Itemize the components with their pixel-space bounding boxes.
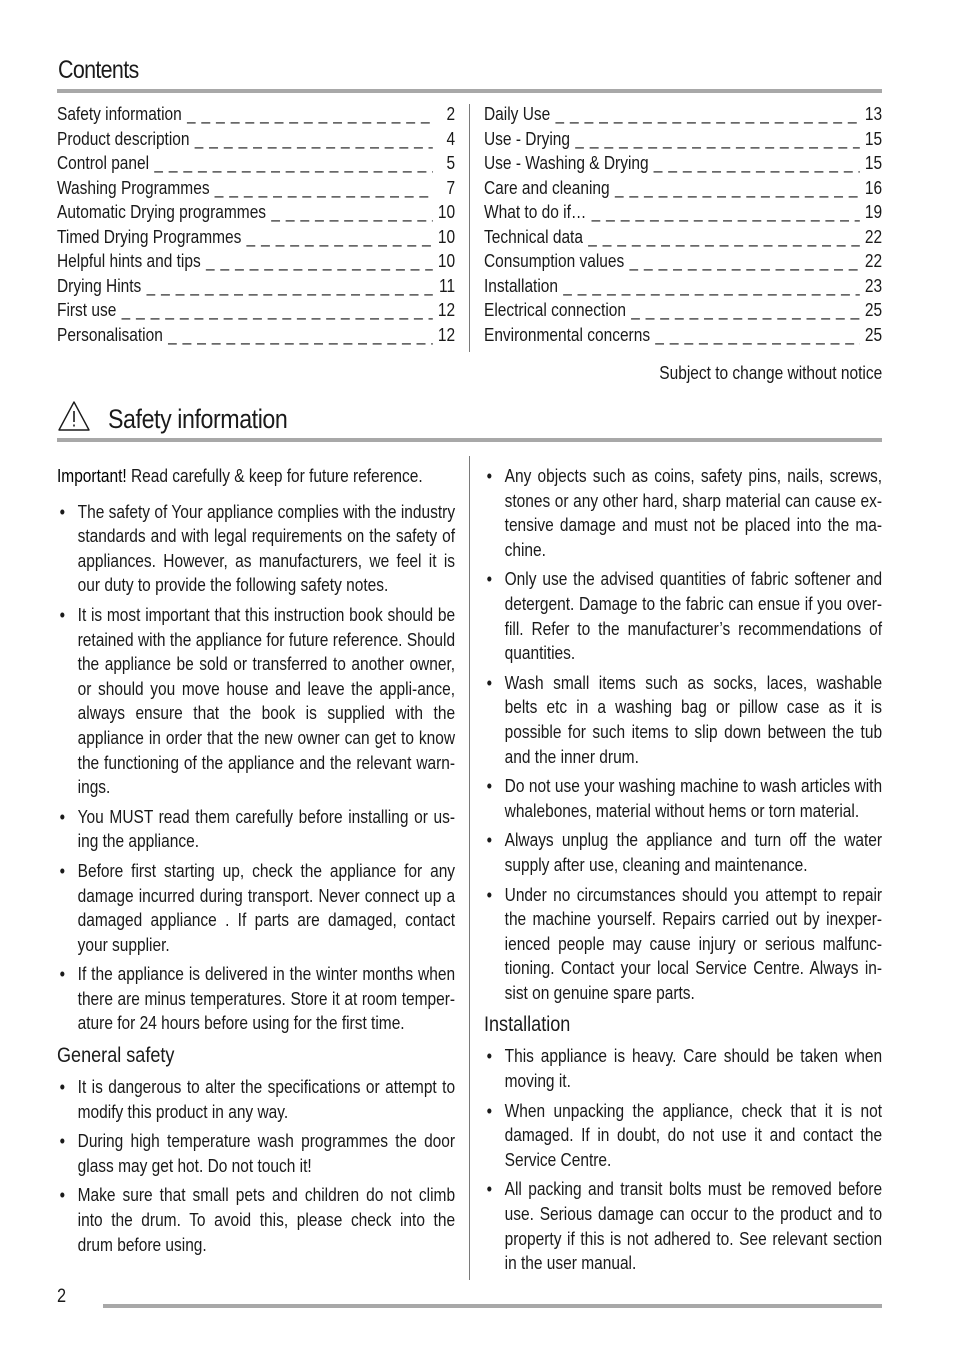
- toc-entry-page: 4: [446, 128, 456, 149]
- toc-entry-label: What to do if…: [484, 202, 587, 222]
- warning-triangle-icon: [57, 400, 91, 432]
- safety-bullet-item: • Before first starting up, check the appliance for any damage incurred during transport. Never connect up a damaged appliance . If parts are damaged, contact your supplier.: [57, 859, 455, 957]
- safety-bullet-item: • You MUST read them carefully before installing or us-ing the appliance.: [57, 805, 455, 854]
- toc-entry-label: Technical data: [484, 226, 583, 247]
- toc-entry[interactable]: [484, 202, 882, 227]
- toc-entry[interactable]: [484, 104, 882, 129]
- toc-entry-label: Safety information: [57, 104, 182, 124]
- toc-leader: [215, 178, 433, 199]
- toc-entry-page: 10: [437, 251, 456, 271]
- toc-entry-label: Use - Drying: [484, 128, 571, 149]
- toc-entry[interactable]: [484, 276, 882, 301]
- safety-rule: [57, 438, 882, 442]
- toc-entry-page: 13: [864, 104, 883, 124]
- toc-leader: [615, 178, 860, 199]
- toc-entry-label: Daily Use: [484, 104, 551, 124]
- toc-entry-label: Care and cleaning: [484, 177, 610, 198]
- toc-entry-page: 23: [864, 275, 883, 296]
- toc-entry-page: 22: [864, 251, 883, 271]
- toc-entry[interactable]: [57, 251, 455, 276]
- toc-entry-label: Environmental concerns: [484, 324, 651, 345]
- toc-leader: [206, 251, 433, 272]
- toc-entry[interactable]: [57, 202, 455, 227]
- toc-entry-page: 22: [864, 226, 883, 247]
- contents-heading: Contents: [58, 56, 139, 84]
- safety-bullet-item: • If the appliance is delivered in the winter months when there are minus temperatures. Store it at room temper-ature for 24 hours before using for the first time.: [57, 962, 455, 1036]
- footer-rule: [103, 1304, 882, 1308]
- toc-entry-label: Helpful hints and tips: [57, 251, 201, 271]
- toc-leader: [655, 325, 859, 346]
- toc-entry-page: 12: [437, 300, 456, 320]
- safety-right-column: [484, 464, 882, 1281]
- toc-leader: [588, 227, 860, 248]
- toc-entry[interactable]: [484, 153, 882, 178]
- toc-entry-label: Product description: [57, 128, 190, 149]
- toc-entry-page: 11: [438, 275, 456, 296]
- toc-entry[interactable]: [484, 129, 882, 154]
- toc-leader: [247, 227, 433, 248]
- toc-leader: [575, 129, 859, 150]
- contents-rule: [57, 89, 882, 93]
- toc-entry[interactable]: [484, 178, 882, 203]
- toc-entry-page: 15: [864, 128, 883, 149]
- toc-entry-page: 19: [864, 202, 883, 222]
- toc-entry-label: Washing Programmes: [57, 177, 210, 198]
- general-safety-item: • Make sure that small pets and children do not climb into the drum. To avoid this, please check into the drum before using.: [57, 1183, 455, 1257]
- installation-heading: Installation: [484, 1013, 571, 1037]
- installation-item: • This appliance is heavy. Care should be taken when moving it.: [484, 1044, 882, 1093]
- safety-bullet-item: • Only use the advised quantities of fabric softener and detergent. Damage to the fabric can ensue if you over-fill. Refer to the manufacturer’s recommendations of quantities.: [484, 567, 882, 665]
- page-number: 2: [57, 1286, 67, 1307]
- toc-entry-label: Consumption values: [484, 251, 625, 271]
- toc-entry[interactable]: [57, 104, 455, 129]
- general-safety-heading: General safety: [57, 1044, 175, 1068]
- toc-column-divider: [469, 104, 470, 352]
- safety-bullet-item: • Always unplug the appliance and turn off the water supply after use, cleaning and maintenance.: [484, 828, 882, 877]
- toc-leader: [154, 153, 432, 174]
- safety-bullet-item: • Do not use your washing machine to wash articles with whalebones, material without hems or torn material.: [484, 774, 882, 823]
- toc-entry[interactable]: [57, 300, 455, 325]
- toc-entry-page: 12: [437, 324, 456, 345]
- safety-bullet-item: • Any objects such as coins, safety pins, nails, screws, stones or any other hard, sharp material can cause ex-tensive damage and must not be placed into the ma-chine.: [484, 464, 882, 562]
- toc-leader: [187, 104, 433, 125]
- toc-entry-label: Personalisation: [57, 324, 163, 345]
- toc-leader: [195, 129, 433, 150]
- toc-left-column: [57, 104, 455, 349]
- toc-entry[interactable]: [484, 325, 882, 350]
- toc-entry[interactable]: [484, 300, 882, 325]
- toc-entry-page: 5: [446, 153, 456, 173]
- toc-entry-page: 10: [437, 226, 456, 247]
- safety-heading: Safety information: [108, 404, 288, 434]
- safety-left-column: [57, 464, 455, 1262]
- general-safety-item: • During high temperature wash programmes the door glass may get hot. Do not touch it!: [57, 1129, 455, 1178]
- toc-entry[interactable]: [57, 129, 455, 154]
- important-note: [57, 464, 455, 489]
- toc-leader: [271, 202, 432, 223]
- toc-leader: [122, 300, 433, 321]
- toc-leader: [168, 325, 433, 346]
- body-column-divider: [469, 456, 470, 1280]
- safety-bullet-item: • Wash small items such as socks, laces, washable belts etc in a washing bag or pillow case as it is possible for such items to slip down between the tub and the inner drum.: [484, 671, 882, 769]
- important-text: Read carefully & keep for future reference.: [126, 466, 423, 486]
- general-safety-item: • It is dangerous to alter the specifications or attempt to modify this product in any way.: [57, 1075, 455, 1124]
- toc-entry-page: 16: [864, 177, 883, 198]
- change-notice: Subject to change without notice: [659, 363, 882, 383]
- toc-entry[interactable]: [57, 276, 455, 301]
- safety-bullet-item: • It is most important that this instruction book should be retained with the appliance for future reference. Should the appliance be sold or transferred to another owner, or should you move house and leave the appli-ance, always ensure that the book is supplied with the appliance in order that the new owner can get to know the functioning of the appliance and the relevant warn-ings.: [57, 603, 455, 800]
- toc-entry-page: 15: [864, 153, 883, 173]
- toc-leader: [555, 104, 859, 125]
- toc-entry[interactable]: [57, 178, 455, 203]
- toc-entry-label: Automatic Drying programmes: [57, 202, 267, 222]
- toc-leader: [654, 153, 860, 174]
- toc-entry[interactable]: [484, 227, 882, 252]
- toc-entry-label: Installation: [484, 275, 559, 296]
- toc-leader: [631, 300, 860, 321]
- toc-entry-page: 2: [446, 104, 456, 124]
- toc-entry-label: Timed Drying Programmes: [57, 226, 242, 247]
- toc-entry-label: Drying Hints: [57, 275, 142, 296]
- toc-entry[interactable]: [57, 325, 455, 350]
- toc-entry[interactable]: [484, 251, 882, 276]
- installation-item: • When unpacking the appliance, check that it is not damaged. If in doubt, do not use it and contact the Service Centre.: [484, 1099, 882, 1173]
- toc-leader: [563, 276, 859, 297]
- safety-bullet-item: • Under no circumstances should you attempt to repair the machine yourself. Repairs carried out by inexper-ienced people may cause injury or serious malfunc-tioning. Contact your local Service Centre. Always in-sist on genuine spare parts.: [484, 883, 882, 1006]
- toc-entry-label: Use - Washing & Drying: [484, 153, 649, 173]
- installation-item: • All packing and transit bolts must be removed before use. Serious damage can occur to the product and to property if this is not adhered to. See relevant section in the user manual.: [484, 1177, 882, 1275]
- toc-leader: [592, 202, 860, 223]
- toc-entry[interactable]: [57, 227, 455, 252]
- safety-bullet-item: • The safety of Your appliance complies with the industry standards and with legal requirements on the safety of appliances. However, as manufacturers, we feel it is our duty to provide the following safety notes.: [57, 500, 455, 598]
- toc-entry-label: Electrical connection: [484, 300, 626, 320]
- important-lead: Important!: [57, 466, 127, 486]
- toc-entry-page: 25: [864, 300, 883, 320]
- toc-entry-page: 7: [446, 177, 456, 198]
- toc-leader: [629, 251, 859, 272]
- toc-leader: [146, 276, 432, 297]
- toc-entry-label: Control panel: [57, 153, 150, 173]
- toc-entry-page: 10: [437, 202, 456, 222]
- toc-entry[interactable]: [57, 153, 455, 178]
- toc-entry-page: 25: [864, 324, 883, 345]
- toc-right-column: [484, 104, 882, 349]
- toc-entry-label: First use: [57, 300, 117, 320]
